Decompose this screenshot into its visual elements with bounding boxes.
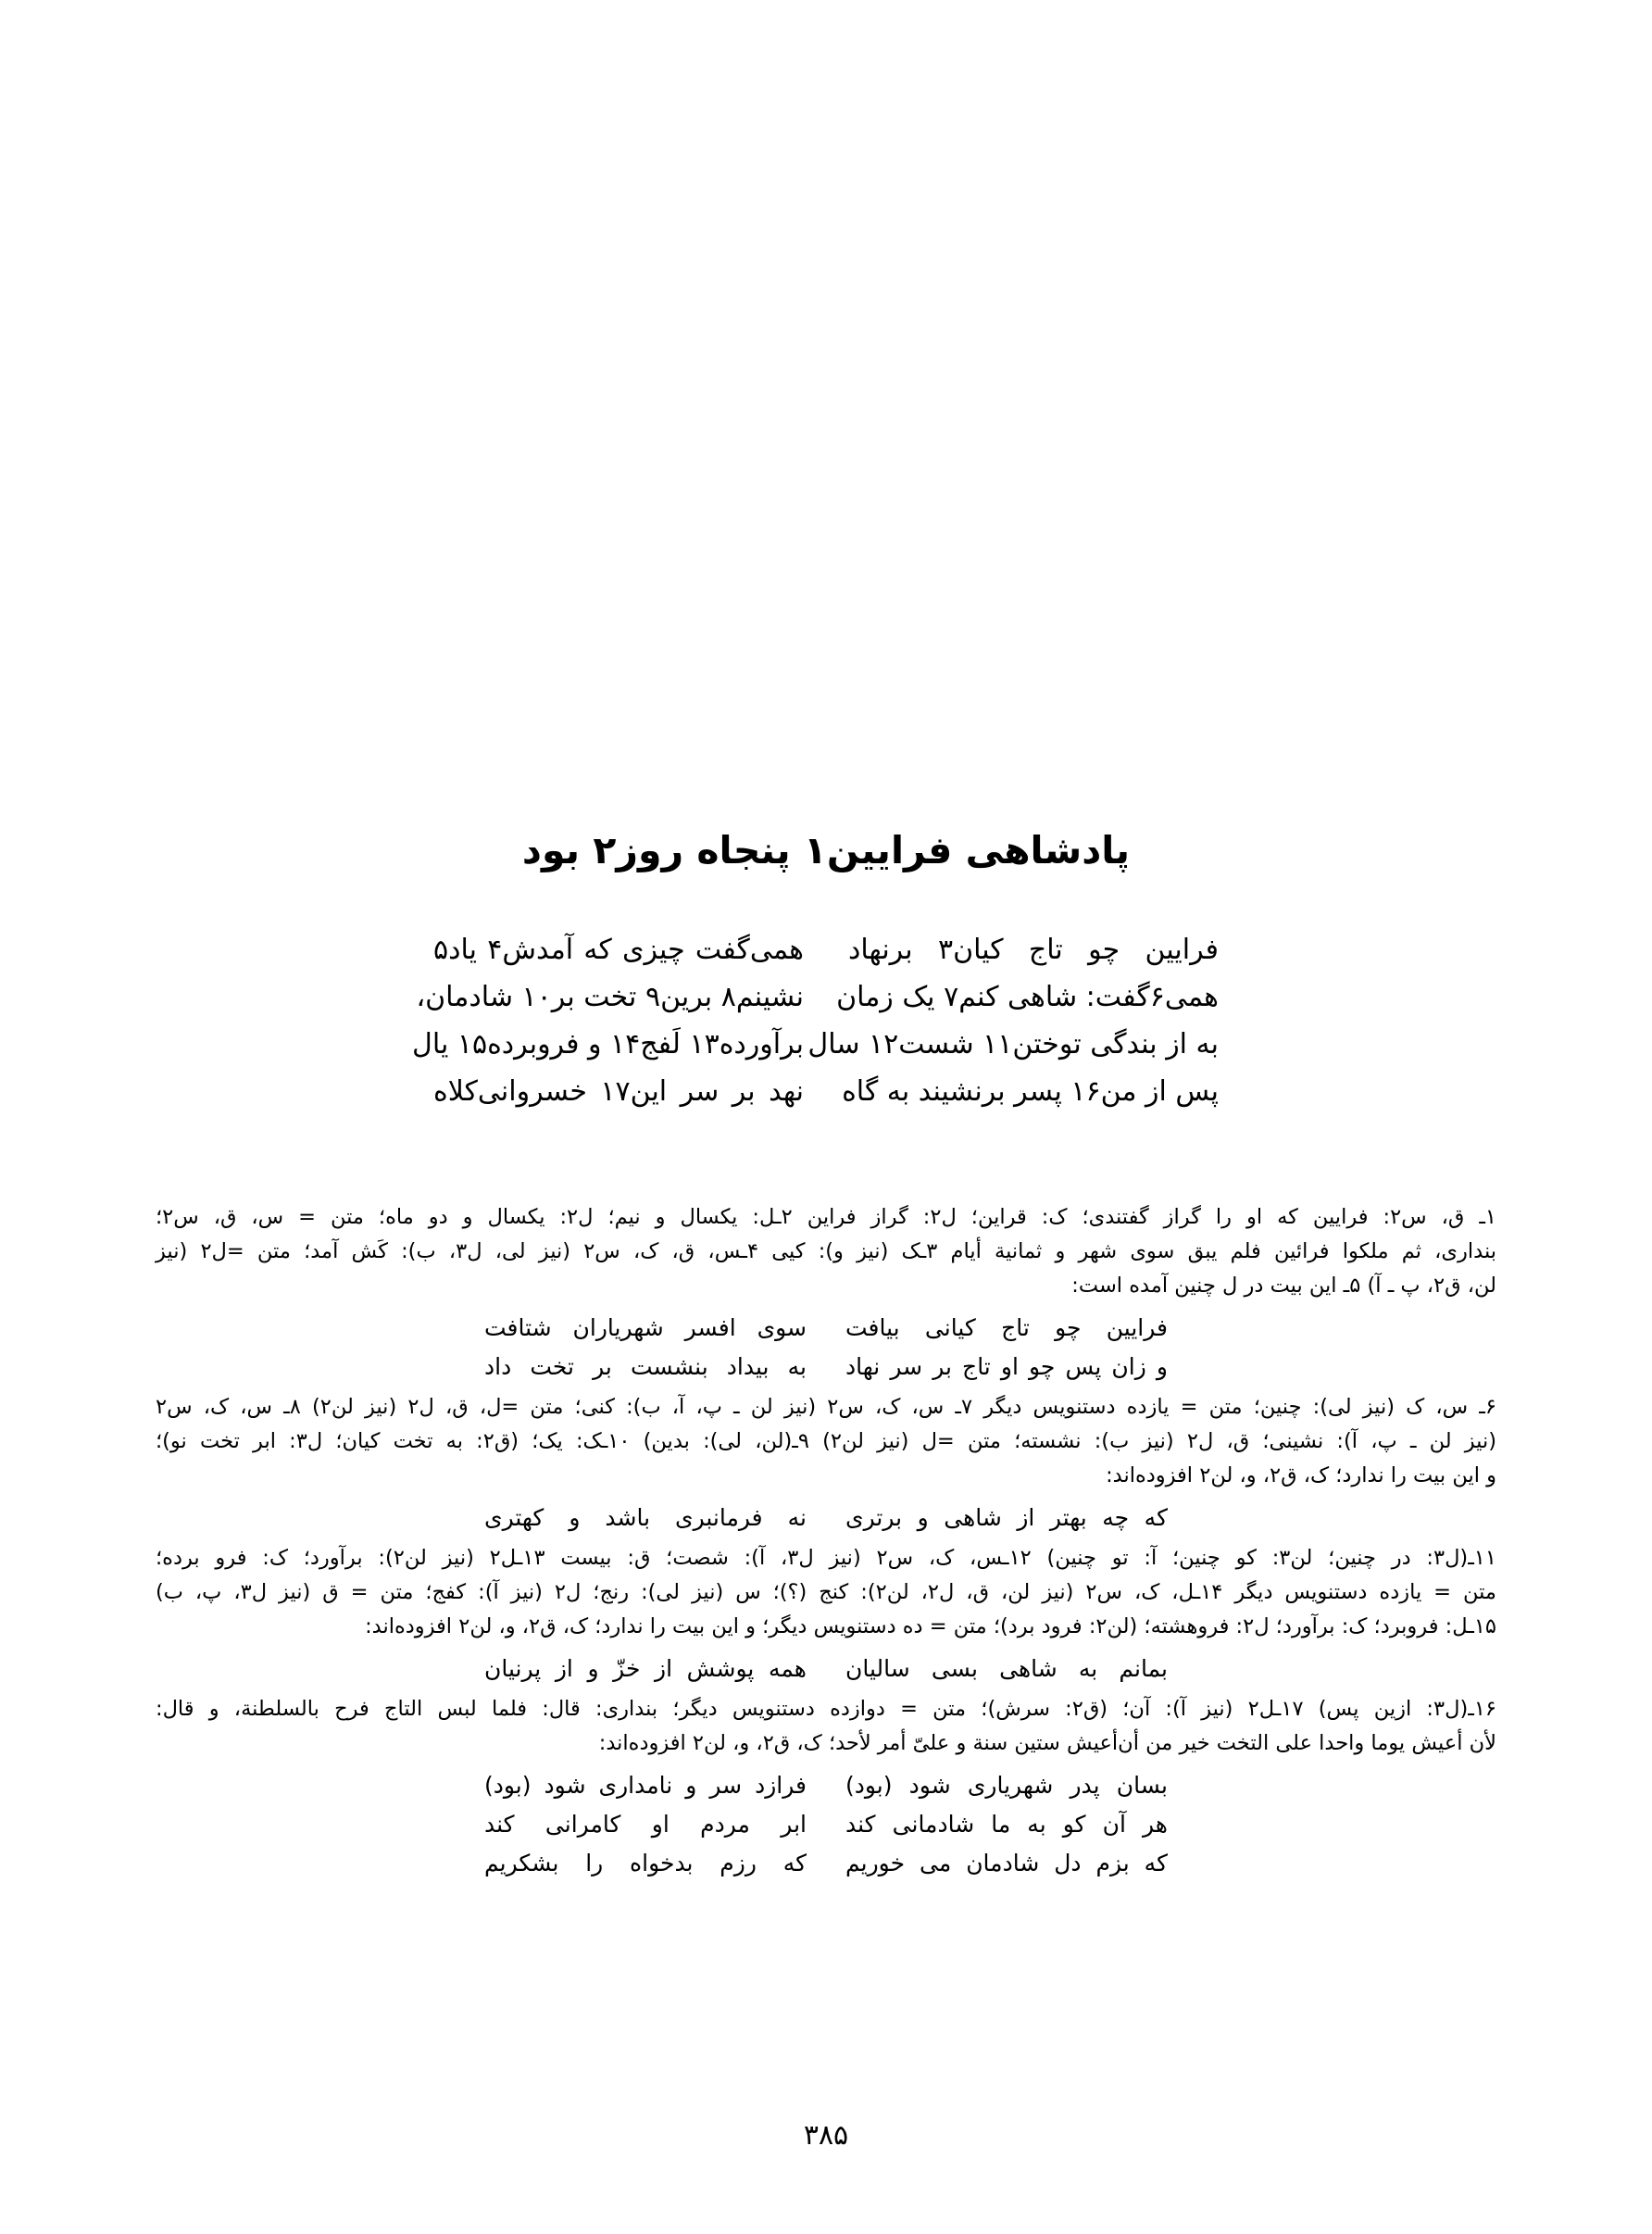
footnote-line: لأن أعیش یوما واحدا علی التخت خیر من أن‌أعیش ستین سنة و علیّ أمر لأحد؛ ک، ق۲، و، لن۲ افزوده‌اند: <box>598 1731 1496 1755</box>
hemistich-left: نهد بر سر این۱۷ خسروانی‌کلاه <box>433 1075 804 1108</box>
page-title: پادشاهی فرایین۱ پنجاه روز۲ بود <box>521 828 1131 873</box>
footnote-line: لن، ق۲، پ ـ آ) ۵ـ این بیت در ل چنین آمده است: <box>1071 1274 1496 1298</box>
verse-row <box>0 1021 1652 1068</box>
quoted-couplet-group-1 <box>156 1309 1496 1387</box>
page-number: ۳۸۵ <box>803 2119 849 2152</box>
quoted-hemistich-left: ابر مردم او کامرانی کند <box>484 1811 807 1838</box>
quoted-verse-row <box>156 1309 1496 1348</box>
quoted-hemistich-right: فرایین چو تاج کیانی بیافت <box>845 1314 1168 1341</box>
quoted-hemistich-right: هر آن کو به ما شادمانی کند <box>845 1811 1168 1838</box>
footnote-line: ۶ـ س، ک (نیز لی): چنین؛ متن = یازده دستنویس دیگر ۷ـ س، ک، س۲ (نیز لن ـ پ، آ، ب): کنی؛ متن =ل، ق، ل۲ (نیز لن۲) ۸ـ س، ک، س۲ <box>156 1395 1496 1419</box>
hemistich-right: همی۶گفت: شاهی کنم۷ یک زمان <box>836 981 1219 1013</box>
footnote-line: متن = یازده دستنویس دیگر ۱۴ـل، ک، س۲ (نیز لن، ق، ل۲، لن۲): کنج (؟)؛ س (نیز لی): رنج؛ ل۲ (نیز آ): کفج؛ متن = ق (نیز ل۳، پ، ب) <box>156 1580 1496 1604</box>
quoted-verse-row <box>156 1499 1496 1537</box>
quoted-verse-row <box>156 1805 1496 1844</box>
quoted-hemistich-left: که رزم بدخواه را بشکریم <box>484 1850 807 1876</box>
quoted-verse-row <box>156 1348 1496 1387</box>
quoted-hemistich-left: فرازد سر و نامداری شود (بود) <box>484 1772 807 1799</box>
footnote-line: ۱۱ـ(ل۳: در چنین؛ لن۳: کو چنین؛ آ: تو چنین) ۱۲ـس، ک، س۲ (نیز ل۳، آ): شصت؛ ق: بیست ۱۳ـل۲ (نیز لن۲): برآورد؛ ک: فرو برده؛ <box>156 1546 1496 1570</box>
hemistich-left: همی‌گفت چیزی که آمدش۴ یاد۵ <box>433 934 804 966</box>
quoted-hemistich-left: به بیداد بنشست بر تخت داد <box>484 1353 807 1380</box>
quoted-hemistich-right: که بزم دل شادمان می خوریم <box>845 1850 1168 1876</box>
verse-row <box>0 1068 1652 1115</box>
quoted-hemistich-right: و زان پس چو او تاج بر سر نهاد <box>845 1353 1168 1380</box>
footnote-line: ۱۵ـل: فروبرد؛ ک: برآورد؛ ل۲: فروهشته؛ (لن۲: فرود برد)؛ متن = ده دستنویس دیگر؛ و این بیت را ندارد؛ ک، ق۲، و، لن۲ افزوده‌اند: <box>365 1614 1496 1638</box>
quoted-verse-row <box>156 1766 1496 1805</box>
footnote-line: ۱۶ـ(ل۳: ازین پس) ۱۷ـل۲ (نیز آ): آن؛ (ق۲: سرش)؛ متن = دوازده دستنویس دیگر؛ بنداری: قال: فلما لبس التاج فرح بالسلطنة، و قال: <box>156 1697 1496 1721</box>
footnote-block-3 <box>156 1541 1496 1644</box>
hemistich-right: به از بندگی توختن۱۱ شست۱۲ سال <box>807 1028 1219 1061</box>
quoted-hemistich-right: که چه بهتر از شاهی و برتری <box>845 1504 1168 1531</box>
quoted-couplet-group-4 <box>156 1766 1496 1883</box>
footnote-apparatus <box>156 1200 1496 1887</box>
verse-row <box>0 973 1652 1021</box>
hemistich-left: نشینم۸ برین۹ تخت بر۱۰ شادمان، <box>416 981 804 1013</box>
footnote-block-4 <box>156 1692 1496 1761</box>
footnote-block-2 <box>156 1390 1496 1493</box>
footnote-line: (نیز لن ـ پ، آ): نشینی؛ ق، ل۲ (نیز ب): نشسته؛ متن =ل (نیز لن۲) ۹ـ(لن، لی): بدین) ۱۰ـک: یک؛ (ق۲: به تخت کیان؛ ل۳: ابر تخت نو)؛ <box>156 1429 1496 1453</box>
quoted-hemistich-right: بسان پدر شهریاری شود (بود) <box>845 1772 1168 1799</box>
quoted-couplet-group-3 <box>156 1650 1496 1688</box>
footnote-line: بنداری، ثم ملکوا فرائین فلم یبق سوی شهر و ثمانیة أیام ۳ـک (نیز و): کیی ۴ـس، ق، ک، س۲ (نیز لی، ل۳، ب): کَش آمد؛ متن =ل۲ (نیز <box>156 1239 1496 1263</box>
quoted-hemistich-right: بمانم به شاهی بسی سالیان <box>845 1655 1168 1682</box>
quoted-hemistich-left: سوی افسر شهریاران شتافت <box>484 1314 807 1341</box>
hemistich-left: برآورده۱۳ لَفج۱۴ و فروبرده۱۵ یال <box>412 1028 804 1061</box>
verse-block <box>0 926 1652 1115</box>
verse-row <box>0 926 1652 973</box>
footnote-line: و این بیت را ندارد؛ ک، ق۲، و، لن۲ افزوده‌اند: <box>1106 1463 1496 1487</box>
footnote-block-1 <box>156 1200 1496 1303</box>
hemistich-right: فرایین چو تاج کیان۳ برنهاد <box>848 934 1219 966</box>
quoted-hemistich-left: همه پوشش از خزّ و از پرنیان <box>484 1655 807 1682</box>
quoted-verse-row <box>156 1650 1496 1688</box>
quoted-hemistich-left: نه فرمانبری باشد و کهتری <box>484 1504 807 1531</box>
quoted-couplet-group-2 <box>156 1499 1496 1537</box>
quoted-verse-row <box>156 1844 1496 1883</box>
footnote-line: ۱ـ ق، س۲: فرایین که او را گراز گفتندی؛ ک: قراین؛ ل۲: گراز فراین ۲ـل: یکسال و نیم؛ ل۲: یکسال و دو ماه؛ متن = س، ق، س۲؛ <box>156 1205 1497 1229</box>
hemistich-right: پس از من۱۶ پسر برنشیند به گاه <box>842 1075 1219 1108</box>
